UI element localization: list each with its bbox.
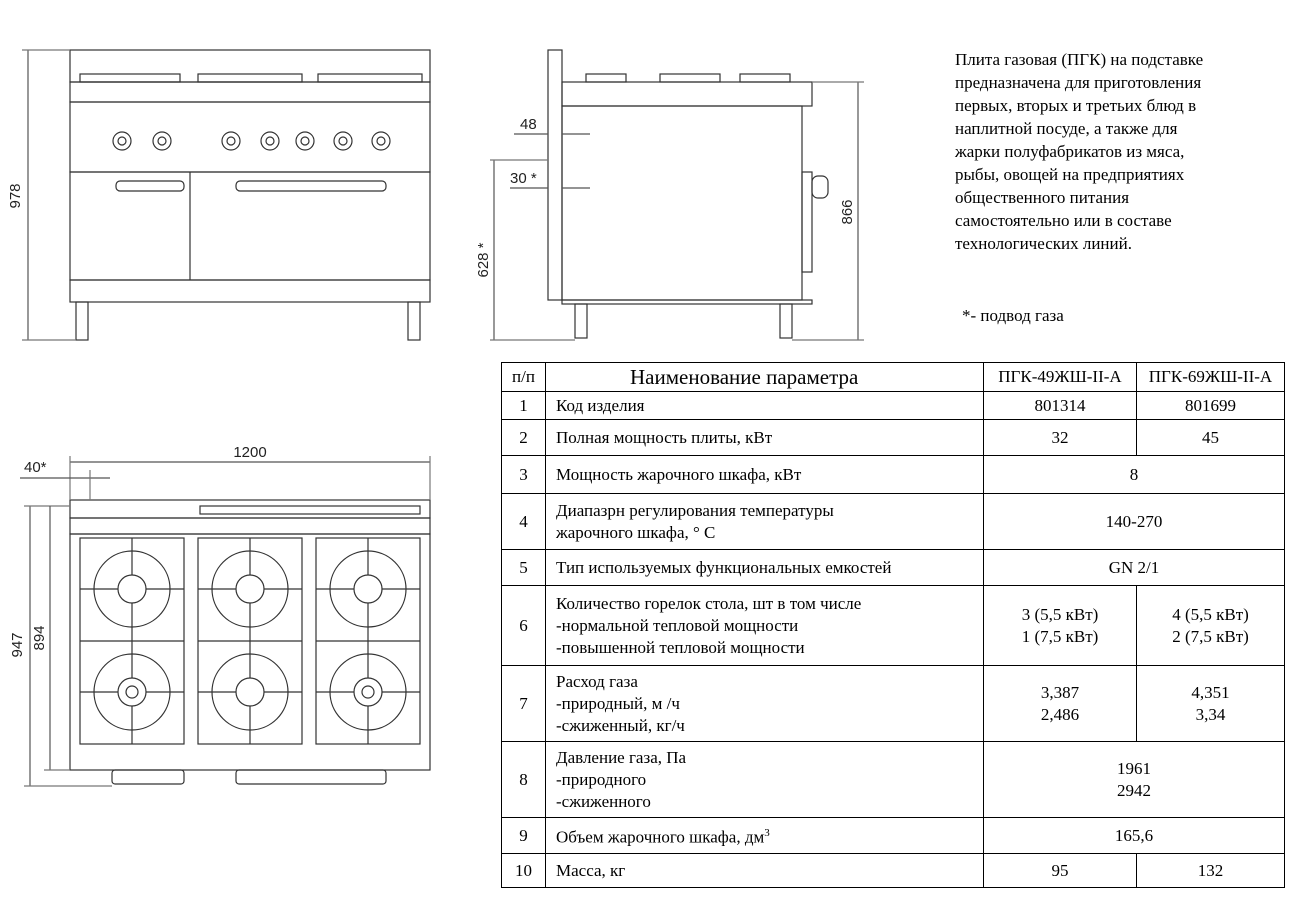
description-line: наплитной посуде, а также для	[955, 119, 1178, 138]
value-line: 32	[1051, 427, 1069, 447]
parameter-name	[546, 854, 984, 888]
value-both-models	[984, 818, 1285, 854]
row-number: 8	[502, 742, 546, 818]
table-row	[502, 666, 1285, 742]
parameter-line-with-sup	[556, 822, 983, 849]
table-row	[502, 550, 1285, 586]
value-model-a	[984, 586, 1137, 666]
parameter-name	[546, 742, 984, 818]
table-row	[502, 456, 1285, 494]
value-model-a	[984, 420, 1137, 456]
value-line: 3 (5,5 кВт)	[1021, 604, 1099, 624]
parameter-name	[546, 666, 984, 742]
value-line: 95	[1051, 860, 1069, 880]
value-model-b	[1137, 586, 1285, 666]
description-line: первых, вторых и третьих блюд в	[955, 96, 1197, 115]
value-line: 140-270	[1105, 511, 1163, 531]
table-row	[502, 494, 1285, 550]
top-offset-label: 40*	[24, 459, 47, 476]
value-line: 801314	[1034, 395, 1086, 415]
table-row	[502, 392, 1285, 420]
parameter-name	[546, 586, 984, 666]
parameter-line: -повышенной тепловой мощности	[556, 637, 805, 657]
value-model-a	[984, 854, 1137, 888]
product-description	[955, 48, 1275, 255]
value-model-b	[1137, 392, 1285, 420]
value-model-b	[1137, 420, 1285, 456]
parameter-line: -природного	[556, 769, 647, 789]
description-line: самостоятельно или в составе	[955, 211, 1172, 230]
value-model-b	[1137, 854, 1285, 888]
parameter-line: Мощность жарочного шкафа, кВт	[556, 464, 802, 484]
value-line: 8	[1129, 464, 1139, 484]
header-num: п/п	[502, 363, 546, 392]
parameter-name	[546, 392, 984, 420]
table-row	[502, 742, 1285, 818]
table-header-row	[502, 363, 1285, 392]
value-model-a	[984, 392, 1137, 420]
header-model-b: ПГК-69ЖШ-II-А	[1137, 363, 1285, 392]
side-dim-628: 628 *	[475, 242, 492, 278]
side-dim-30: 30 *	[510, 170, 537, 187]
top-depth-947: 947	[9, 632, 26, 658]
row-number: 5	[502, 550, 546, 586]
header-model-a: ПГК-49ЖШ-II-А	[984, 363, 1137, 392]
parameter-line: Расход газа	[556, 671, 638, 691]
side-dim-48: 48	[520, 116, 537, 133]
value-line: 1 (7,5 кВт)	[1021, 626, 1099, 646]
value-both-models	[984, 494, 1285, 550]
description-line: рыбы, овощей на предприятиях	[955, 165, 1185, 184]
row-number: 1	[502, 392, 546, 420]
front-view	[70, 50, 430, 340]
value-line: 4,351	[1191, 682, 1230, 702]
table-row	[502, 854, 1285, 888]
value-line: GN 2/1	[1108, 557, 1160, 577]
top-depth-894: 894	[31, 625, 48, 651]
parameter-line: Масса, кг	[556, 860, 626, 880]
parameter-name	[546, 456, 984, 494]
parameter-name	[546, 550, 984, 586]
value-line: 1961	[1117, 758, 1151, 778]
spec-table-body	[502, 392, 1285, 888]
parameter-line: Объем жарочного шкафа, дм	[556, 827, 765, 847]
parameter-line: Код изделия	[556, 395, 645, 415]
description-line: технологических линий.	[955, 234, 1132, 253]
parameter-superscript: 3	[764, 827, 770, 840]
row-number: 4	[502, 494, 546, 550]
spec-table	[501, 362, 1285, 888]
value-line: 165,6	[1114, 825, 1154, 845]
parameter-line: жарочного шкафа, ° С	[556, 522, 716, 542]
value-line: 132	[1197, 860, 1224, 880]
value-line: 3,34	[1195, 704, 1226, 724]
description-line: общественного питания	[955, 188, 1130, 207]
top-view	[70, 500, 430, 784]
row-number: 9	[502, 818, 546, 854]
side-view	[548, 50, 828, 338]
description-line: предназначена для приготовления	[955, 73, 1202, 92]
description-line: Плита газовая (ПГК) на подставке	[955, 50, 1204, 69]
table-row	[502, 586, 1285, 666]
value-both-models	[984, 550, 1285, 586]
parameter-name	[546, 818, 984, 854]
table-row	[502, 420, 1285, 456]
row-number: 3	[502, 456, 546, 494]
value-line: 4 (5,5 кВт)	[1172, 604, 1249, 624]
parameter-line: -природный, м /ч	[556, 693, 680, 713]
value-line: 3,387	[1040, 682, 1080, 702]
value-both-models	[984, 456, 1285, 494]
parameter-line: -сжиженного	[556, 791, 651, 811]
header-name: Наименование параметра	[546, 363, 984, 392]
parameter-name	[546, 420, 984, 456]
value-line: 2942	[1117, 780, 1151, 800]
parameter-name	[546, 494, 984, 550]
value-line: 2,486	[1040, 704, 1080, 724]
value-line: 2 (7,5 кВт)	[1172, 626, 1249, 646]
parameter-line: Полная мощность плиты, кВт	[556, 427, 773, 447]
front-height-label: 978	[7, 183, 24, 209]
parameter-line: Давление газа, Па	[556, 747, 687, 767]
row-number: 6	[502, 586, 546, 666]
value-model-b	[1137, 666, 1285, 742]
parameter-line: Тип используемых функциональных емкостей	[556, 557, 892, 577]
parameter-line: -нормальной тепловой мощности	[556, 615, 799, 635]
value-model-a	[984, 666, 1137, 742]
gas-connection-note: *- подвод газа	[962, 306, 1064, 325]
value-both-models	[984, 742, 1285, 818]
row-number: 10	[502, 854, 546, 888]
top-width-label: 1200	[233, 444, 267, 461]
description-line: жарки полуфабрикатов из мяса,	[955, 142, 1185, 161]
parameter-line: Диапазрн регулирования температуры	[556, 500, 834, 520]
row-number: 7	[502, 666, 546, 742]
table-row	[502, 818, 1285, 854]
row-number: 2	[502, 420, 546, 456]
parameter-line: Количество горелок стола, шт в том числе	[556, 593, 862, 613]
parameter-line: -сжиженный, кг/ч	[556, 715, 685, 735]
value-line: 45	[1202, 427, 1219, 447]
value-line: 801699	[1185, 395, 1236, 415]
side-dim-866: 866	[839, 199, 856, 225]
